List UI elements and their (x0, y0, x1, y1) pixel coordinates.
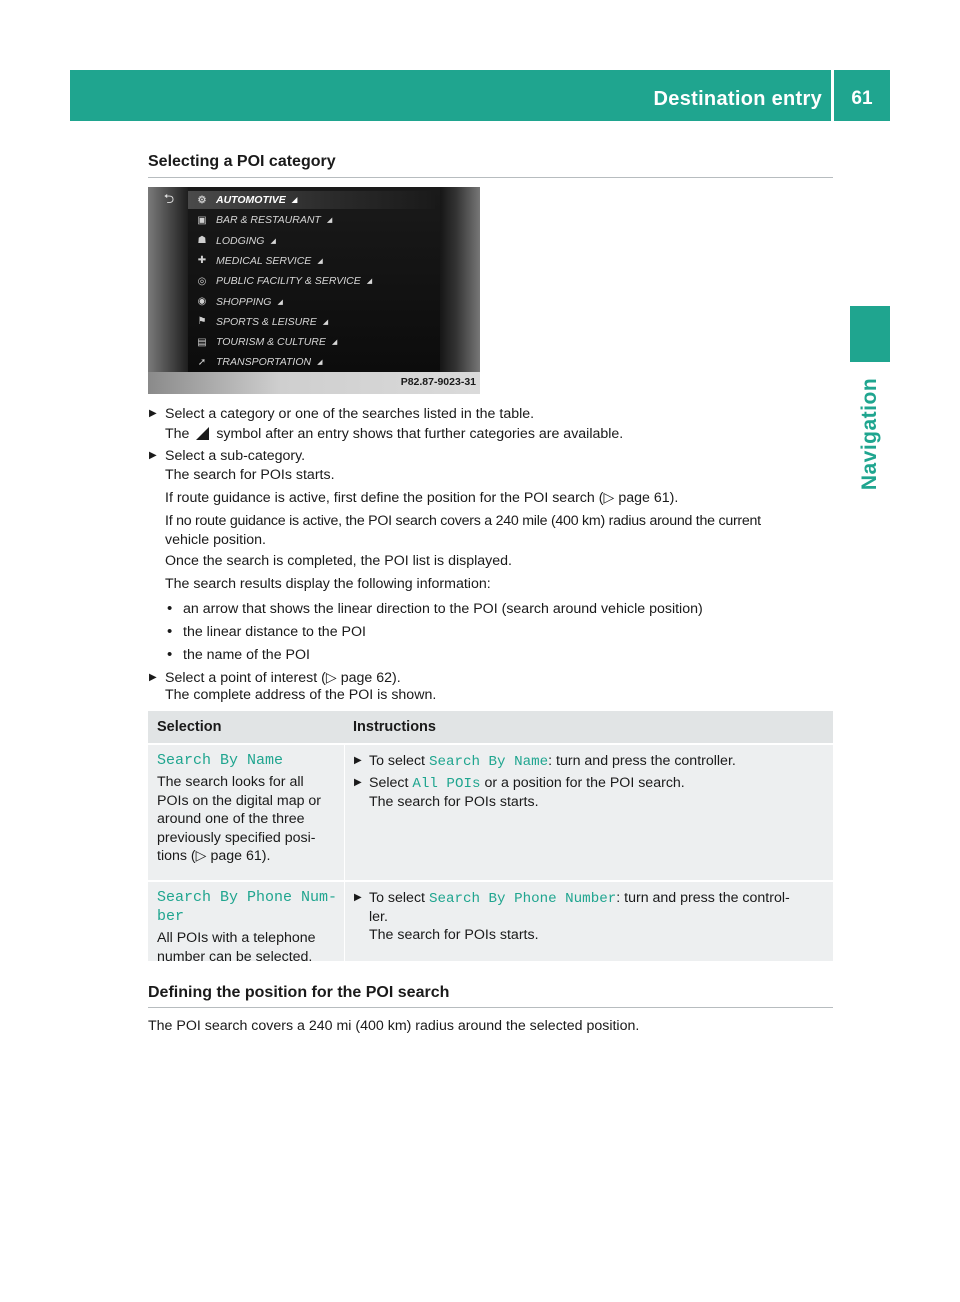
category-label: SPORTS & LEISURE (216, 315, 317, 328)
chapter-tab-marker (850, 306, 890, 362)
row-description: previously specified posi- (157, 829, 316, 846)
category-label: MEDICAL SERVICE (216, 254, 312, 267)
table-row (148, 882, 833, 965)
category-label: BAR & RESTAURANT (216, 214, 321, 227)
poi-category-shopping[interactable] (196, 293, 436, 311)
chapter-title: Destination entry (653, 88, 822, 110)
poi-category-tourism-culture[interactable] (196, 333, 436, 351)
submenu-triangle-icon (196, 427, 209, 440)
submenu-triangle-icon: ◢ (326, 217, 333, 225)
step-text: Once the search is completed, the POI list is displayed. (165, 553, 512, 569)
section-rule (148, 1007, 833, 1008)
page-number: 61 (851, 88, 873, 109)
submenu-triangle-icon: ◢ (331, 339, 338, 347)
step-arrow-icon: ▶ (354, 755, 362, 766)
step-text: Select a point of interest (▷ page 62). (165, 670, 401, 686)
category-icon: ▣ (197, 214, 207, 226)
poi-category-lodging[interactable] (196, 232, 436, 250)
instruction-text: To select Search By Name: turn and press the controller. (369, 753, 736, 770)
poi-category-bar-restaurant[interactable] (196, 211, 436, 229)
submenu-triangle-icon: ◢ (322, 318, 329, 326)
category-icon: ☗ (197, 235, 207, 247)
submenu-triangle-icon: ◢ (317, 257, 323, 265)
instruction-text: The search for POIs starts. (369, 794, 539, 810)
bullet-icon: • (167, 646, 173, 663)
bullet-text: the name of the POI (183, 647, 310, 663)
poi-category-transportation[interactable] (196, 353, 436, 371)
category-label: TOURISM & CULTURE (216, 336, 326, 349)
submenu-triangle-icon: ◢ (291, 197, 298, 204)
submenu-triangle-icon: ◢ (366, 278, 373, 286)
bullet-icon: • (167, 623, 173, 640)
step-text: The search results display the following information: (165, 576, 491, 592)
poi-category-sports-leisure[interactable] (196, 313, 436, 331)
step-arrow-icon: ▶ (149, 450, 157, 461)
screen-right-panel (440, 187, 480, 372)
submenu-triangle-icon: ◢ (270, 237, 276, 245)
chapter-side-label: Navigation (858, 377, 881, 491)
step-arrow-icon: ▶ (149, 408, 157, 419)
step-arrow-icon: ▶ (149, 672, 157, 683)
instruction-text: ler. (369, 908, 388, 925)
screen-left-panel (148, 187, 188, 372)
category-label: LODGING (216, 234, 265, 247)
step-text: The complete address of the POI is shown. (165, 687, 437, 703)
row-description: All POIs with a telephone (157, 930, 316, 946)
category-icon: ◎ (197, 275, 207, 287)
table-row (148, 745, 833, 880)
category-icon: ⚑ (197, 316, 207, 328)
category-icon: ▤ (197, 336, 207, 348)
bullet-text: the linear distance to the POI (183, 624, 366, 640)
poi-category-screen (148, 187, 480, 394)
screen-category-list (188, 187, 440, 372)
category-icon: ➚ (197, 356, 207, 368)
section-text: The POI search covers a 240 mi (400 km) radius around the selected position. (148, 1018, 640, 1034)
category-label: PUBLIC FACILITY & SERVICE (216, 275, 361, 288)
row-description: number can be selected. (157, 948, 313, 965)
back-arrow-icon[interactable]: ⮌ (163, 191, 175, 206)
category-label: AUTOMOTIVE (216, 194, 286, 206)
screen-footer (148, 372, 480, 394)
submenu-triangle-icon: ◢ (277, 298, 283, 306)
category-icon: ⚙ (197, 194, 207, 206)
step-text: The symbol after an entry shows that further categories are available. (165, 426, 624, 442)
option-search-by-phone-number: ber (157, 908, 185, 925)
table-header-selection: Selection (157, 719, 222, 735)
category-icon: ✚ (197, 255, 207, 267)
instruction-text: Select All POIs or a position for the POI search. (369, 775, 685, 792)
step-text: vehicle position. (165, 532, 266, 548)
option-search-by-phone-number: Search By Phone Num‐ (157, 889, 338, 906)
row-description: tions (▷ page 61). (157, 848, 271, 864)
table-header-row (148, 711, 833, 743)
row-description: around one of the three (157, 811, 305, 827)
step-arrow-icon: ▶ (354, 892, 362, 903)
option-search-by-name: Search By Name (157, 752, 284, 769)
table-column-divider (344, 745, 345, 961)
step-arrow-icon: ▶ (354, 777, 362, 788)
section-title-defining-position: Defining the position for the POI search (148, 984, 450, 1001)
image-code: P82.87-9023-31 (400, 376, 476, 388)
step-text: Select a sub-category. (165, 448, 306, 464)
row-description: The search looks for all (157, 774, 304, 790)
category-label: TRANSPORTATION (216, 356, 312, 369)
bullet-text: an arrow that shows the linear direction to the POI (search around vehicle position) (183, 601, 703, 617)
category-icon: ◉ (197, 296, 207, 307)
step-text: If no route guidance is active, the POI search covers a 240 mile (400 km) radius around the current (165, 513, 761, 529)
step-text: The search for POIs starts. (165, 467, 335, 483)
row-description: POIs on the digital map or (157, 792, 322, 809)
section-title-selecting-poi: Selecting a POI category (148, 153, 336, 170)
instruction-text: To select Search By Phone Number: turn and press the control- (369, 890, 790, 907)
poi-category-automotive[interactable] (188, 191, 435, 209)
bullet-icon: • (167, 600, 173, 617)
step-text: Select a category or one of the searches listed in the table. (165, 406, 535, 422)
instruction-text: The search for POIs starts. (369, 927, 539, 943)
table-header-instructions: Instructions (353, 719, 436, 735)
poi-category-medical-service[interactable] (196, 252, 436, 270)
submenu-triangle-icon: ◢ (317, 359, 323, 367)
category-label: SHOPPING (216, 295, 272, 308)
step-text: If route guidance is active, first define the position for the POI search (▷ page 61). (165, 490, 679, 506)
poi-category-public-facility-service[interactable] (196, 272, 436, 290)
section-rule (148, 177, 833, 178)
